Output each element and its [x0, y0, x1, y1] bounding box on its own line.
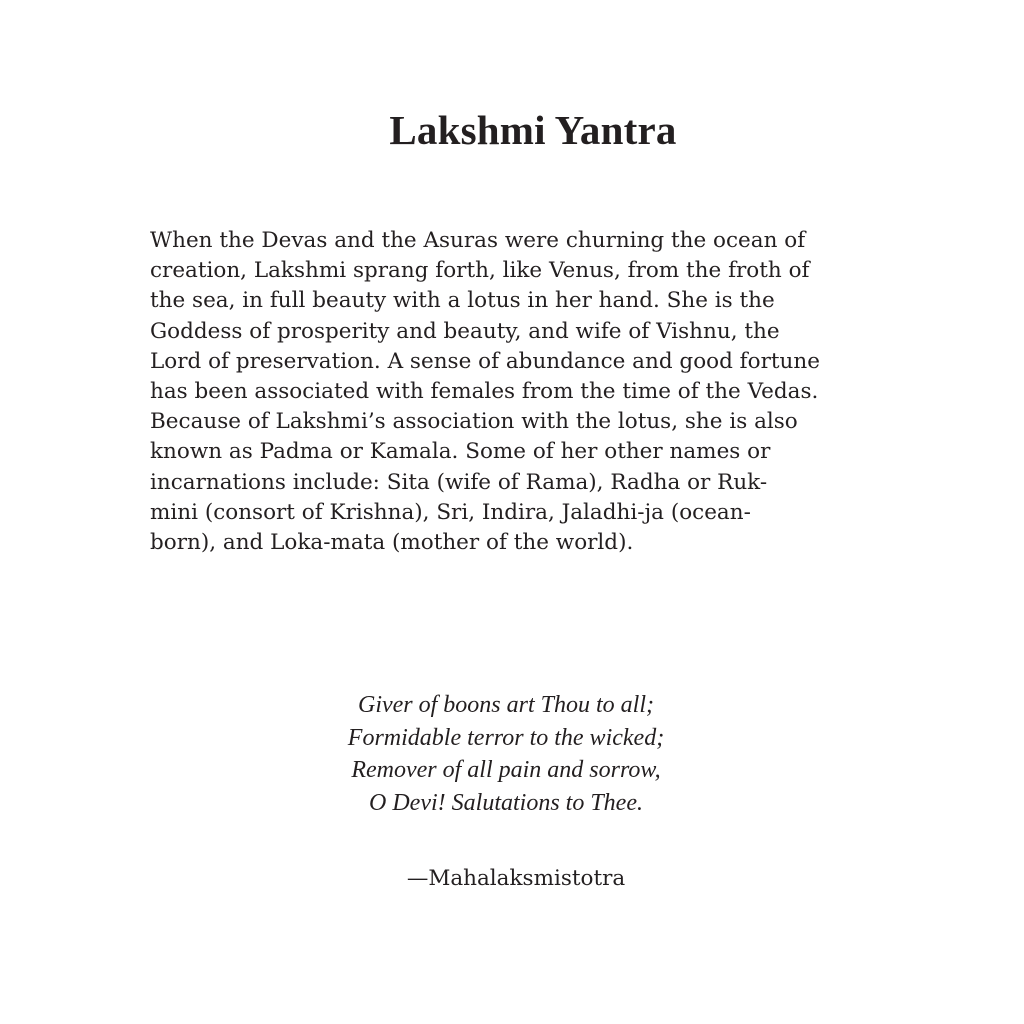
verse-line: Formidable terror to the wicked;: [347, 724, 665, 751]
verse-line: Remover of all pain and sorrow,: [351, 757, 661, 783]
body-line: born), and Loka-mata (mother of the world).: [150, 530, 634, 556]
body-line: Goddess of prosperity and beauty, and wife of Vishnu, the: [150, 318, 780, 344]
body-line: creation, Lakshmi sprang forth, like Venus, from the froth of: [150, 258, 810, 284]
body-line: incarnations include: Sita (wife of Rama), Radha or Ruk-: [150, 469, 768, 495]
body-line: When the Devas and the Asuras were churning the ocean of: [150, 228, 806, 253]
body-line: Because of Lakshmi’s association with the lotus, she is also: [150, 409, 798, 435]
verse-line: O Devi! Salutations to Thee.: [369, 789, 643, 816]
quote-attribution: —Mahalaksmistotra: [406, 866, 626, 891]
body-line: has been associated with females from the time of the Vedas.: [150, 379, 819, 405]
body-paragraph: [150, 226, 890, 558]
body-line: the sea, in full beauty with a lotus in her hand. She is the: [150, 288, 775, 314]
verse-line: Giver of boons art Thou to all;: [357, 692, 654, 718]
verse-quote: [0, 689, 1012, 819]
body-line: Lord of preservation. A sense of abundance and good fortune: [150, 348, 820, 374]
body-line: known as Padma or Kamala. Some of her other names or: [150, 439, 771, 465]
body-line: mini (consort of Krishna), Sri, Indira, Jaladhi-ja (ocean-: [150, 499, 751, 525]
page-title: Lakshmi Yantra: [389, 107, 677, 153]
